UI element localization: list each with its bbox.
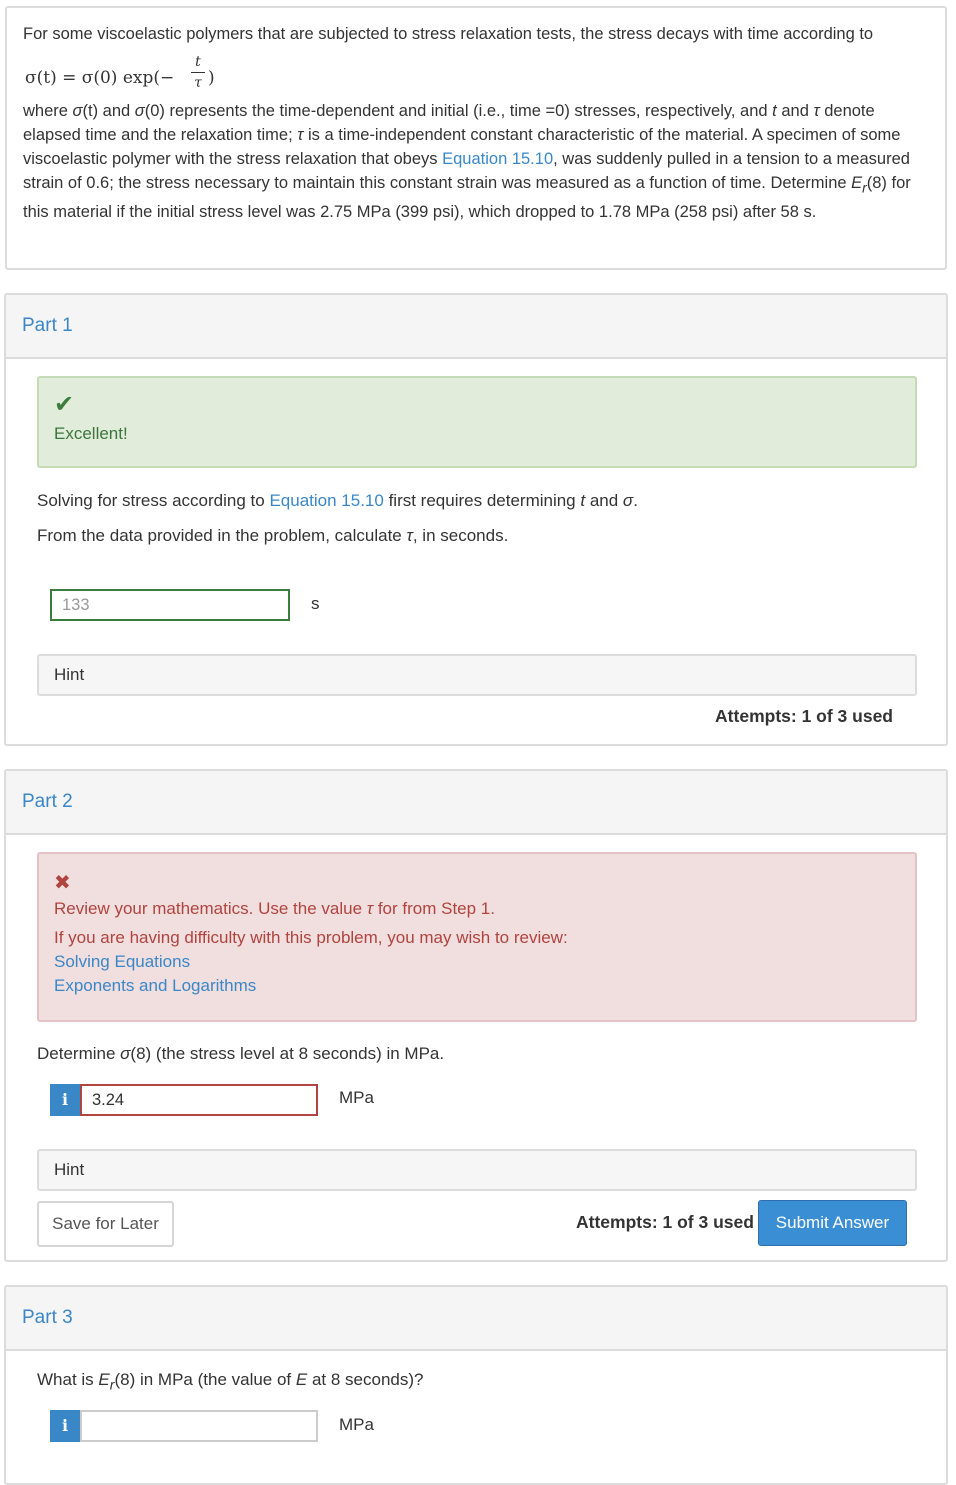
- formula-close-paren: ): [208, 68, 215, 88]
- info-icon[interactable]: i: [50, 1410, 80, 1442]
- equation-link[interactable]: Equation 15.10: [269, 491, 384, 510]
- symbol-E: E: [851, 174, 863, 192]
- equation-link[interactable]: Equation 15.10: [442, 150, 554, 168]
- unit-label: s: [311, 594, 320, 613]
- attempts-counter: Attempts: 1 of 3 used: [715, 706, 893, 726]
- symbol-tau: τ: [813, 102, 820, 120]
- text: (t) and: [82, 102, 135, 120]
- text: for from Step 1.: [373, 899, 495, 918]
- success-feedback: [37, 376, 917, 468]
- symbol-sigma: σ: [120, 1044, 131, 1063]
- text: denote elapsed time and the relaxation time;: [23, 102, 875, 144]
- symbol-sigma: σ: [134, 102, 145, 120]
- symbol-t: t: [772, 102, 777, 120]
- text: , in seconds.: [412, 526, 509, 545]
- text: Solving for stress according to: [37, 491, 270, 510]
- formula-denominator: τ: [194, 75, 202, 91]
- sigma-answer-field[interactable]: 3.24: [80, 1084, 318, 1116]
- part-2-panel: [4, 769, 948, 1262]
- hint-button[interactable]: Hint: [37, 654, 917, 696]
- submit-answer-button[interactable]: Submit Answer: [758, 1200, 907, 1246]
- error-feedback: [37, 852, 917, 1022]
- part-3-header[interactable]: Part 3: [6, 1287, 946, 1351]
- part-2-prompt: [37, 1044, 444, 1064]
- formula-numerator: t: [195, 54, 201, 70]
- symbol-sigma: σ: [72, 102, 83, 120]
- subscript-r: r: [109, 1377, 115, 1394]
- fraction-bar: [191, 72, 205, 73]
- symbol-E: E: [295, 1370, 308, 1389]
- part-1-instruction: [37, 491, 638, 511]
- symbol-t: t: [580, 491, 586, 510]
- symbol-sigma: σ: [622, 491, 634, 510]
- text: is a time-independent constant characteristic of the material. A specimen of some viscoelastic polymer with the stress relaxation that obeys: [23, 126, 901, 168]
- symbol-tau: τ: [297, 126, 304, 144]
- symbol-tau: τ: [406, 526, 413, 545]
- close-icon: ✖: [54, 872, 71, 894]
- feedback-text: [54, 899, 495, 919]
- formula-lhs: σ(t) = σ(0) exp(−: [25, 68, 175, 88]
- checkmark-icon: ✔: [54, 391, 75, 418]
- text: (8) in MPa (the value of: [114, 1370, 296, 1389]
- part-1-header[interactable]: Part 1: [6, 295, 946, 359]
- part-1-prompt: [37, 526, 508, 546]
- text: where: [23, 102, 73, 120]
- subscript-r: r: [862, 180, 867, 196]
- text: From the data provided in the problem, calculate: [37, 526, 407, 545]
- text: Determine: [37, 1044, 121, 1063]
- attempts-counter: Attempts: 1 of 3 used: [576, 1212, 754, 1232]
- review-link-exponents-logarithms[interactable]: Exponents and Logarithms: [54, 976, 257, 995]
- text: What is: [37, 1370, 99, 1389]
- part-1-panel: [4, 293, 948, 746]
- stress-relaxation-formula: [23, 48, 929, 112]
- modulus-answer-field[interactable]: [80, 1410, 318, 1442]
- symbol-E: E: [98, 1370, 110, 1389]
- text: , was suddenly pulled in a tension to a measured strain of 0.6; the stress necessary to maintain this constant strain was measured as a function of time. Determine: [23, 150, 910, 192]
- feedback-text: Excellent!: [54, 424, 128, 443]
- tau-answer-field[interactable]: 133: [50, 589, 290, 621]
- review-link-solving-equations[interactable]: Solving Equations: [54, 952, 191, 971]
- part-3-prompt: [37, 1370, 423, 1393]
- info-icon[interactable]: i: [50, 1084, 80, 1116]
- question-intro: For some viscoelastic polymers that are subjected to stress relaxation tests, the stress decays with time according to: [23, 25, 874, 43]
- symbol-tau: τ: [366, 899, 374, 918]
- text: first requires determining: [383, 491, 581, 510]
- text: (8) (the stress level at 8 seconds) in MPa.: [130, 1044, 445, 1063]
- part-3-panel: [4, 1285, 948, 1485]
- text: .: [633, 491, 638, 510]
- question-panel: [5, 6, 947, 270]
- part-2-header[interactable]: Part 2: [6, 771, 946, 835]
- text: Review your mathematics. Use the value: [54, 899, 367, 918]
- text: (8) for this material if the initial stress level was 2.75 MPa (399 psi), which dropped to 1.78 MPa (258 psi) after 58 s.: [23, 174, 911, 222]
- unit-label: MPa: [339, 1415, 374, 1434]
- text: and: [585, 491, 623, 510]
- question-body: [23, 99, 929, 224]
- hint-button[interactable]: Hint: [37, 1149, 917, 1191]
- review-text: If you are having difficulty with this problem, you may wish to review:: [54, 928, 568, 947]
- text: and: [776, 102, 814, 120]
- unit-label: MPa: [339, 1088, 374, 1107]
- text: at 8 seconds)?: [307, 1370, 424, 1389]
- text: (0) represents the time-dependent and initial (i.e., time =0) stresses, respectively, and: [144, 102, 773, 120]
- formula-fraction: [191, 54, 205, 91]
- save-for-later-button[interactable]: Save for Later: [37, 1201, 174, 1247]
